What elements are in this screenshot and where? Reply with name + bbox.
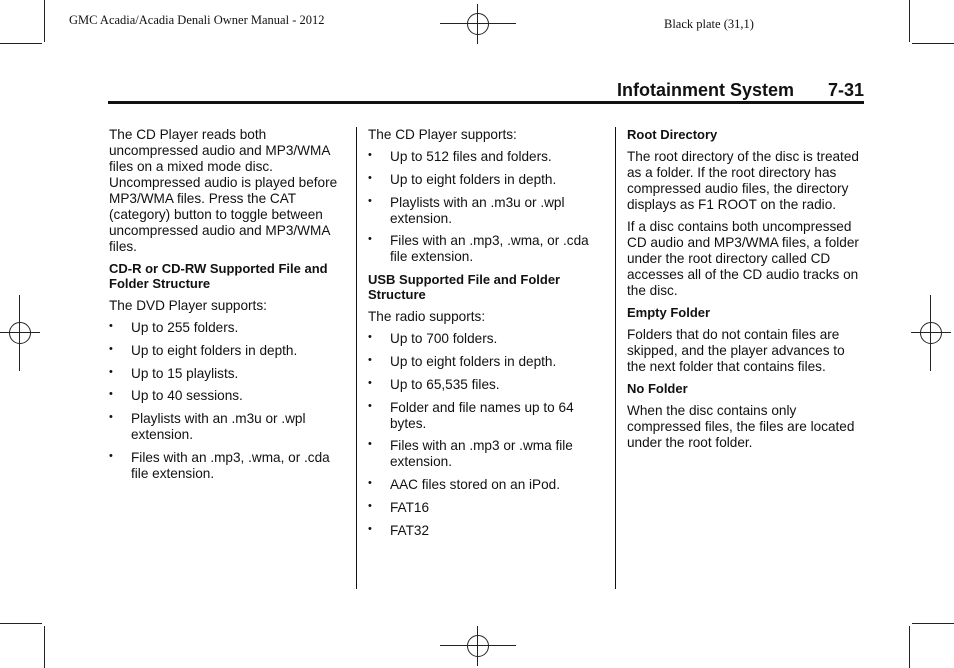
paragraph: The root directory of the disc is treated as a folder. If the root directory has compressed audio files, the directory displays as F1 ROOT on the radio. [627, 149, 859, 212]
column-divider [356, 127, 357, 589]
crop-mark-top-right-v [909, 0, 910, 42]
subheading: USB Supported File and Folder Structure [368, 272, 561, 303]
list-item-text: Up to 15 playlists. [131, 365, 239, 381]
column-2 [368, 127, 603, 546]
list-item [109, 320, 344, 336]
crop-mark-bottom-left-h [0, 623, 42, 624]
list-item [368, 523, 603, 539]
crop-mark-top-left-v [44, 0, 45, 42]
list-item [109, 366, 344, 382]
paragraph: If a disc contains both uncompressed CD audio and MP3/WMA files, a folder under the root directory called CD accesses all of the CD audio tracks on the disc. [627, 219, 859, 298]
subheading: No Folder [627, 381, 688, 396]
registration-mark-left [0, 313, 40, 353]
bullet-icon: • [368, 399, 372, 412]
bullet-icon: • [368, 376, 372, 389]
section-header [108, 80, 864, 100]
list-item-text: Up to 255 folders. [131, 320, 239, 335]
bullet-icon: • [368, 438, 372, 451]
list-item-text: Files with an .mp3, .wma, or .cda file extension. [390, 233, 589, 265]
crop-mark-bottom-left-v [44, 626, 45, 668]
subheading: Empty Folder [627, 305, 711, 320]
list-item [368, 354, 603, 370]
list-item [368, 233, 603, 265]
list-item-text: Up to eight folders in depth. [131, 342, 298, 358]
crop-mark-top-left-h [0, 43, 42, 44]
bullet-icon: • [109, 342, 113, 355]
list-item-text: Playlists with an .m3u or .wpl extension. [390, 194, 565, 226]
list-item [368, 377, 603, 393]
list-item-text: Up to eight folders in depth. [390, 353, 557, 369]
bullet-list [368, 149, 603, 265]
subheading: Root Directory [627, 127, 718, 142]
list-item-text: Folder and file names up to 64 bytes. [390, 399, 574, 431]
list-item-text: Playlists with an .m3u or .wpl extension. [131, 411, 306, 443]
subheading: CD-R or CD-RW Supported File and Folder Structure [109, 261, 328, 291]
list-item-text: Up to 65,535 files. [390, 376, 500, 392]
plate-label: Black plate (31,1) [664, 17, 754, 31]
list-item [368, 172, 603, 188]
column-3 [627, 127, 862, 457]
list-item-text: FAT32 [390, 522, 430, 538]
bullet-icon: • [368, 331, 372, 344]
list-item-text: Up to 40 sessions. [131, 388, 243, 404]
bullet-icon: • [109, 449, 113, 462]
list-item [368, 500, 603, 516]
list-item [368, 195, 603, 227]
list-item [368, 331, 603, 347]
crop-mark-bottom-right-h [912, 623, 954, 624]
column-divider [615, 127, 616, 589]
list-item [368, 149, 603, 165]
column-1 [109, 127, 344, 489]
bullet-list [109, 320, 344, 482]
bullet-icon: • [368, 171, 372, 184]
registration-mark-right [911, 313, 951, 353]
list-item [109, 343, 344, 359]
bullet-icon: • [368, 194, 372, 207]
crop-mark-bottom-right-v [909, 626, 910, 668]
list-item [109, 450, 344, 482]
list-item [368, 400, 603, 432]
bullet-icon: • [368, 522, 372, 535]
section-title: Infotainment System [616, 80, 794, 100]
bullet-icon: • [368, 499, 372, 512]
paragraph: Folders that do not contain files are skipped, and the player advances to the next folder that contains files. [627, 327, 845, 374]
bullet-icon: • [368, 353, 372, 366]
bullet-icon: • [109, 411, 113, 424]
list-item-text: FAT16 [390, 499, 430, 515]
paragraph: The CD Player reads both uncompressed audio and MP3/WMA files on a mixed mode disc. Uncompressed audio is played before MP3/WMA files. Press the CAT (category) button to toggle between uncompressed audio and MP3/WMA files. [109, 127, 338, 254]
list-item-text: Up to 700 folders. [390, 331, 498, 347]
bullet-icon: • [109, 365, 113, 378]
paragraph: When the disc contains only compressed files, the files are located under the root folder. [627, 403, 855, 450]
paragraph: The DVD Player supports: [109, 298, 267, 313]
paragraph: The radio supports: [368, 309, 486, 325]
registration-mark-top [458, 4, 498, 44]
list-item-text: Files with an .mp3 or .wma file extension. [390, 438, 573, 470]
page-number: 7-31 [827, 80, 864, 100]
list-item-text: Up to 512 files and folders. [390, 149, 552, 164]
bullet-icon: • [109, 388, 113, 401]
list-item-text: Files with an .mp3, .wma, or .cda file extension. [131, 449, 330, 481]
list-item-text: AAC files stored on an iPod. [390, 477, 561, 493]
list-item [109, 411, 344, 443]
manual-title: GMC Acadia/Acadia Denali Owner Manual - 2012 [69, 13, 325, 27]
paragraph: The CD Player supports: [368, 127, 517, 142]
bullet-icon: • [368, 233, 372, 246]
registration-mark-bottom [458, 626, 498, 666]
list-item [368, 477, 603, 493]
bullet-icon: • [368, 149, 372, 161]
list-item-text: Up to eight folders in depth. [390, 171, 557, 187]
bullet-list [368, 331, 603, 539]
crop-mark-top-right-h [912, 43, 954, 44]
bullet-icon: • [368, 477, 372, 490]
list-item [368, 438, 603, 470]
header-rule [108, 101, 864, 104]
bullet-icon: • [109, 320, 113, 332]
list-item [109, 388, 344, 404]
